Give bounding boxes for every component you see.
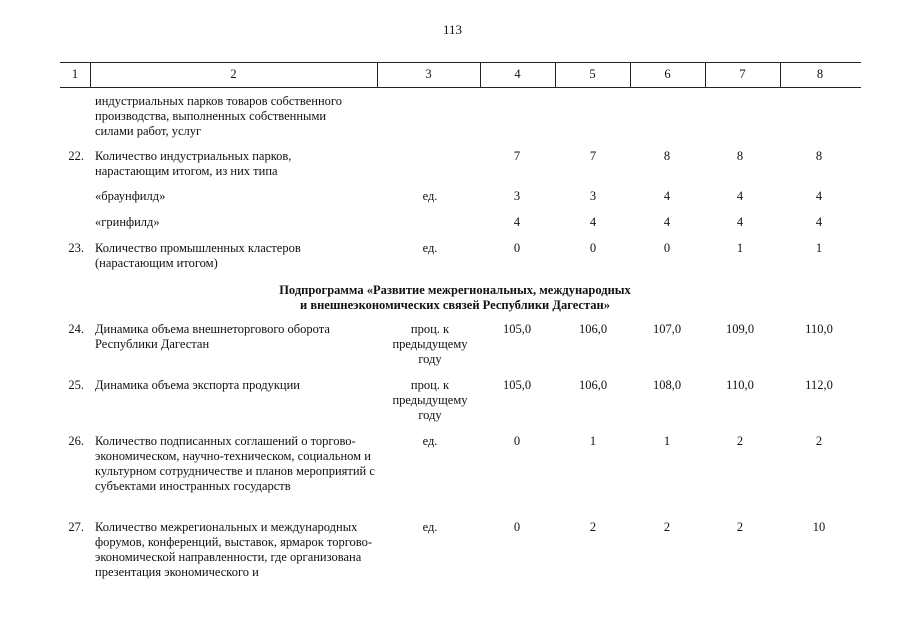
row-value: 0 (663, 241, 671, 255)
header-col-5: 5 (589, 67, 596, 81)
row-value: 4 (736, 189, 744, 203)
row-value: 1 (663, 434, 671, 448)
header-col-8: 8 (816, 67, 824, 81)
row-value: 4 (663, 215, 671, 229)
row-value: 109,0 (725, 322, 755, 336)
header-col-2: 2 (230, 67, 237, 81)
row-value: 4 (815, 189, 823, 203)
table-row-name: Количество подписанных соглашений о торгово-экономическом, научно-техническом, социальном и культурном сотрудничестве и планов мероприятий с субъектами иностранных государств (95, 434, 375, 493)
row-value: 1 (589, 434, 597, 448)
row-number: 25. (68, 378, 84, 392)
header-col-3: 3 (425, 67, 432, 81)
table-row-name: Количество промышленных кластеров (нарастающим итогом) (95, 241, 301, 270)
row-value: 110,0 (726, 378, 754, 392)
table-row-name: Динамика объема внешнеторгового оборота Республики Дагестан (95, 322, 330, 351)
row-value: 0 (513, 434, 521, 448)
row-number: 22. (68, 149, 84, 163)
row-number: 27. (68, 520, 84, 534)
row-unit: проц. к предыдущему году (392, 378, 468, 422)
header-col-4: 4 (514, 67, 521, 81)
table-row-name: Количество индустриальных парков, нарастающим итогом, из них типа (95, 149, 292, 178)
table-row-name: Динамика объема экспорта продукции (95, 378, 300, 392)
row-value: 4 (513, 215, 521, 229)
row-number: 26. (68, 434, 84, 448)
row-value: 8 (815, 149, 823, 163)
row-unit: ед. (422, 434, 438, 448)
row-value: 3 (513, 189, 521, 203)
row-unit: ед. (422, 520, 438, 534)
row-unit: проц. к предыдущему году (392, 322, 468, 366)
row-value: 0 (589, 241, 597, 255)
row-value: 105,0 (502, 378, 532, 392)
row-value: 2 (589, 520, 597, 534)
table-row-name: «гринфилд» (95, 215, 160, 229)
page-number: 113 (442, 22, 463, 37)
row-value: 4 (815, 215, 823, 229)
header-col-7: 7 (739, 67, 746, 81)
row-value: 0 (513, 520, 521, 534)
row-value: 2 (736, 520, 744, 534)
table-row-name: Количество межрегиональных и международных форумов, конференций, выставок, ярмарок торгово-экономической направленности, где организована презентация экономического и (95, 520, 373, 579)
row-value: 107,0 (652, 322, 682, 336)
row-value: 110,0 (805, 322, 833, 336)
row-unit: ед. (422, 189, 438, 203)
row-value: 4 (736, 215, 744, 229)
row-value: 4 (589, 215, 597, 229)
table-header-bottom-border (60, 87, 861, 88)
row-value: 2 (736, 434, 744, 448)
row-value: 0 (513, 241, 521, 255)
section-heading-line1: Подпрограмма «Развитие межрегиональных, международных (279, 283, 631, 297)
row-value: 4 (663, 189, 671, 203)
header-col-6: 6 (664, 67, 671, 81)
header-col-1: 1 (71, 67, 79, 81)
row-value: 10 (812, 520, 826, 534)
row-value: 2 (815, 434, 823, 448)
row-value: 7 (513, 149, 521, 163)
row-value: 8 (663, 149, 671, 163)
row-value: 105,0 (502, 322, 532, 336)
row-number: 24. (68, 322, 84, 336)
row-value: 108,0 (652, 378, 682, 392)
section-heading-line2: и внешнеэкономических связей Республики Дагестан» (300, 298, 610, 312)
row-value: 112,0 (805, 378, 833, 392)
row-unit: ед. (422, 241, 438, 255)
row-value: 2 (663, 520, 671, 534)
row-value: 106,0 (578, 378, 608, 392)
table-row-name: индустриальных парков товаров собственного производства, выполненных собственными силами работ, услуг (95, 94, 342, 138)
row-value: 7 (589, 149, 597, 163)
row-value: 106,0 (578, 322, 608, 336)
row-value: 3 (589, 189, 597, 203)
row-value: 1 (815, 241, 823, 255)
row-value: 1 (736, 241, 744, 255)
row-number: 23. (68, 241, 84, 255)
row-value: 8 (736, 149, 744, 163)
table-row-name: «браунфилд» (95, 189, 166, 203)
